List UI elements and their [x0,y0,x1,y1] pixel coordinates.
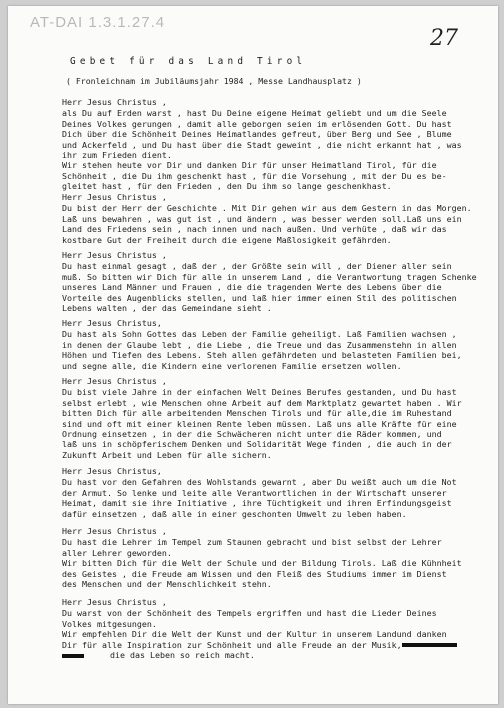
text-line: ihr zum Frieden dient. [62,150,172,161]
prayer-section-7 [62,526,498,589]
prayer-section-6 [62,466,498,519]
text-line: Wir empfehlen Dir die Welt der Kunst und der Kultur in unserem Landund danken [62,629,447,640]
text-line: des Geistes , die Freude am Wissen und den Fleiß des Studiums immer im Dienst [62,568,447,579]
section-heading: Herr Jesus Christus, [62,466,162,476]
text-line: der Armut. So lenke und leite alle Verantwortlichen in der Wirtschaft unserer [62,487,447,498]
text-line: Wir stehen heute vor Dir und danken Dir für unser Heimatland Tirol, für die [62,160,437,171]
text-line-with-deletion [62,640,498,650]
text-line: Land des Friedens sein , nach innen und nach außen. Und verhüte , daß wir das [62,224,447,235]
text-line: und segne alle, die Kindern eine verlorenen Familie ersetzen wollen. [62,360,402,371]
text-line: die das Leben so reich macht. [110,650,255,661]
section-heading: Herr Jesus Christus , [62,526,167,536]
text-line: Du bist viele Jahre in der einfachen Welt Deines Berufes gestanden, und Du hast [62,387,457,398]
text-line: Schönheit , die Du ihm geschenkt hast , für die Vorsehung , mit der Du es be- [62,170,447,181]
document-page [8,6,498,704]
text-line: Vorteile des Augenblicks stellen, und laß hier immer einen Stil des politischen [62,292,457,303]
text-line: aller Lehrer geworden. [62,547,172,558]
prayer-section-5 [62,376,498,460]
text-line: bitten Dich für alle arbeitenden Menschen Tirols und für alle,die im Ruhestand [62,408,452,419]
section-heading: Herr Jesus Christus , [62,376,167,386]
prayer-section-3 [62,250,498,313]
section-heading: Herr Jesus Christus , [62,192,167,202]
text-line: unseres Land Männer und Frauen , die die tragenden Werte des Lebens über die [62,282,442,293]
text-line: Dir für alle Inspiration zur Schönheit und alle Freude an der Musik, [62,639,402,650]
text-line: selbst erlebt , wie Menschen ohne Arbeit auf dem Marktplatz gewartet haben . Wir [62,397,462,408]
text-line: gleitet hast , für den Frieden , den Du ihm so lange geschenkhast. [62,181,392,192]
text-line: dafür einsetzen , daß alle in einer geschonten Umwelt zu leben haben. [62,508,407,519]
text-line: kostbare Gut der Freiheit durch die eigene Maßlosigkeit gefährden. [62,234,392,245]
text-line: Zukunft Arbeit und Leben für alle sichern. [62,449,272,460]
text-line: als Du auf Erden warst , hast Du Deine eigene Heimat geliebt und um die Seele [62,108,447,119]
document-title: Gebet für das Land Tirol [70,56,307,67]
section-heading: Herr Jesus Christus , [62,97,167,107]
prayer-section-4 [62,318,498,371]
text-line: Laß uns bewahren , was gut ist , und ändern , was besser werden soll.Laß uns ein [62,213,462,224]
text-line: Du hast als Sohn Gottes das Leben der Familie geheiligt. Laß Familien wachsen , [62,329,457,340]
page-number: 27 [430,26,458,51]
prayer-section-8 [62,597,498,660]
text-line: Du bist der Herr der Geschichte . Mit Dir gehen wir aus dem Gestern in das Morgen. [62,203,472,214]
section-heading: Herr Jesus Christus , [62,597,167,607]
text-line: laß uns in schöpferischem Denken und Solidarität Wege finden , die auch in der [62,439,452,450]
crossed-out-mark [402,643,457,647]
text-line: sind und oft mit einer kleinen Rente leben müssen. Laß uns alle Kräfte für eine [62,418,457,429]
text-line: Du warst von der Schönheit des Tempels ergriffen und hast die Lieder Deines [62,608,437,619]
text-line: Dich über die Schönheit Deines Heimatlandes gefreut, über Berg und See , Blume [62,129,452,140]
text-line: Heimat, damit sie ihre Initiative , ihre Tüchtigkeit und ihren Erfindungsgeist [62,498,452,509]
text-line: Du hast die Lehrer im Tempel zum Staunen gebracht und bist selbst der Lehrer [62,537,442,548]
prayer-section-2 [62,192,498,245]
text-line-indented [62,650,498,660]
document-subtitle: ( Fronleichnam im Jubiläumsjahr 1984 , Messe Landhausplatz ) [66,76,362,86]
text-line: des Menschen und der Menschlichkeit stehn. [62,579,272,590]
text-line: und Ackerfeld , und Du hast über die Stadt geweint , die nicht erkannt hat , was [62,139,462,150]
section-heading: Herr Jesus Christus, [62,318,162,328]
text-line: Du hast vor den Gefahren des Wohlstands gewarnt , aber Du weißt auch um die Not [62,477,457,488]
text-line: muß. So bitten wir Dich für alle in unserem Land , die Verantwortung tragen Schenke [62,271,477,282]
text-line: Ordnung einsetzen , in der die Schwächeren nicht unter die Räder kommen, und [62,429,442,440]
text-line: Deines Volkes gerungen , damit alle geborgen seien im erlösenden Gott. Du hast [62,118,452,129]
section-heading: Herr Jesus Christus , [62,250,167,260]
text-line: Du hast einmal gesagt , daß der , der Größte sein will , der Diener aller sein [62,261,452,272]
text-line: Lebens walten , der das Gemeindane sieht . [62,303,272,314]
text-line: Volkes mitgesungen. [62,618,157,629]
text-line: Wir bitten Dich für die Welt der Schule und der Bildung Tirols. Laß die Kühnheit [62,558,462,569]
archive-stamp: AT-DAI 1.3.1.27.4 [30,14,166,31]
text-line: in denen der Glaube lebt , die Liebe , die Treue und das Zusammenstehn in allen [62,339,457,350]
crossed-out-mark [62,654,84,658]
prayer-section-1 [62,97,498,192]
text-line: Höhen und Tiefen des Lebens. Steh allen gefährdeten und belasteten Familien bei, [62,350,462,361]
